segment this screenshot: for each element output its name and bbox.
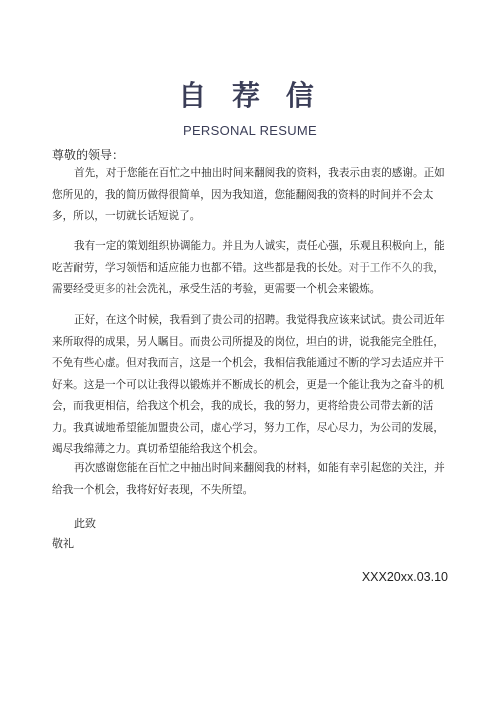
paragraph-abilities-part-e: 社会洗礼，承受生活的考验，更需要一个机会来锻炼。 xyxy=(126,283,381,295)
paragraph-opportunity: 正好，在这个时候，我看到了贵公司的招聘。我觉得我应该来试试。贵公司近年来所取得的成果，另人瞩目。而贵公司所提及的岗位，坦白的讲，说我能完全胜任，不免有些心虚。但对我而言，这是一个机会，我相信我能通过不断的学习去适应并干好来。这是一个可以让我得以锻炼并不断成长的机会，更是一个能让我为之奋斗的机会，而我更相信，给我这个机会，我的成长，我的努力，更将给贵公司带去新的活力。我真诚地希望能加盟贵公司，虚心学习，努力工作，尽心尽力，为公司的发展，竭尽我绵薄之力。真切希望能给我这个机会。 xyxy=(52,314,445,455)
closing-line-1: 此致 xyxy=(74,517,96,530)
salutation: 尊敬的领导： xyxy=(52,148,125,162)
paragraph-abilities-part-b: 对于工作不久的我 xyxy=(348,261,434,274)
paragraph-abilities-part-d: 更多的 xyxy=(94,283,127,295)
closing-line-2: 敬礼 xyxy=(52,537,74,550)
signature-date: XXX20xx.03.10 xyxy=(361,570,448,584)
paragraph-intro: 首先，对于您能在百忙之中抽出时间来翻阅我的资料，我表示由衷的感谢。正如您所见的，我的简历做得很简单，因为我知道，您能翻阅我的资料的时间并不会太多，所以，一切就长话短说了。 xyxy=(52,167,445,222)
page-title: 自 荐 信 xyxy=(178,79,322,112)
paragraph-abilities-part-a: 我有一定的策划组织协调能力。并且为人诚实，责任心强，乐观且积极向上，能吃苦耐劳，学习领悟和适应能力也都不错。这些都是我的长处。 xyxy=(52,240,445,274)
page-subtitle: PERSONAL RESUME xyxy=(182,123,318,138)
paragraph-thanks: 再次感谢您能在百忙之中抽出时间来翻阅我的材料，如能有幸引起您的关注，并给我一个机会，我将好好表现，不失所望。 xyxy=(52,462,445,496)
paragraph-abilities-part-c: ，需要经受 xyxy=(52,261,444,295)
paragraph-abilities xyxy=(52,236,450,301)
